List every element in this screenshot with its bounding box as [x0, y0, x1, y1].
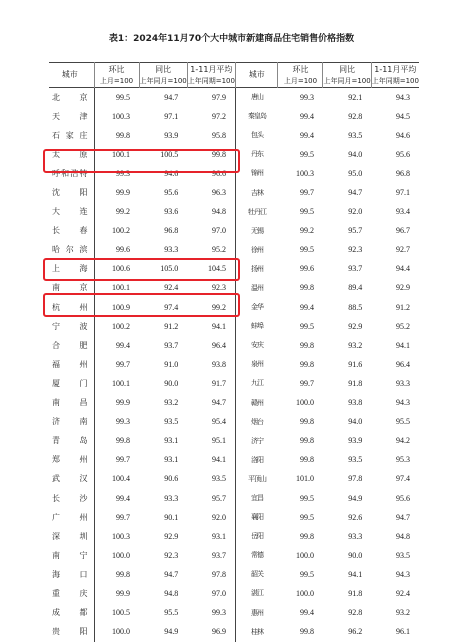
yoy-value-2: 97.8 — [348, 474, 363, 484]
city-name: 长春 — [52, 226, 88, 236]
avg-value: 94.1 — [211, 455, 226, 465]
yoy-value-2: 91.8 — [348, 378, 363, 388]
mom-value: 99.9 — [94, 394, 139, 413]
mom-value-2: 99.5 — [299, 493, 314, 503]
yoy-value: 90.1 — [164, 512, 179, 522]
table-title: 表1：2024年11月70个大中城市新建商品住宅销售价格指数 — [108, 34, 355, 44]
col-sub-yoy-2: 上年同月=100 — [323, 76, 371, 88]
yoy-value-2: 89.4 — [348, 283, 363, 293]
mom-value-2: 99.5 — [299, 321, 314, 331]
mom-value-2: 99.4 — [299, 111, 314, 121]
yoy-value: 93.9 — [164, 130, 179, 140]
city-name-2: 烟台 — [235, 413, 278, 432]
city-name: 合肥 — [52, 340, 88, 350]
mom-value-2: 99.8 — [299, 627, 314, 637]
yoy-value-2: 90.0 — [348, 550, 363, 560]
city-name-2: 桂林 — [235, 623, 278, 642]
yoy-value: 95.6 — [164, 188, 179, 198]
yoy-value-2: 92.8 — [348, 608, 363, 618]
yoy-value: 91.0 — [164, 359, 179, 369]
avg-value: 97.0 — [211, 226, 226, 236]
avg-value: 96.9 — [211, 627, 226, 637]
mom-value-2: 99.5 — [299, 245, 314, 255]
mom-value: 99.8 — [94, 565, 139, 584]
avg-value: 91.7 — [211, 378, 226, 388]
mom-value: 100.2 — [94, 317, 139, 336]
yoy-value-2: 95.7 — [348, 226, 363, 236]
city-name: 杭州 — [52, 302, 88, 312]
mom-value-2: 100.0 — [295, 398, 314, 408]
yoy-value: 93.3 — [164, 493, 179, 503]
yoy-value: 94.8 — [164, 588, 179, 598]
city-name-2: 襄阳 — [235, 508, 278, 527]
mom-value-2: 99.5 — [299, 569, 314, 579]
table-row — [49, 203, 419, 222]
mom-value: 100.1 — [94, 145, 139, 164]
table-row — [49, 88, 419, 108]
mom-value-2: 99.8 — [299, 417, 314, 427]
col-header-avg: 1-11月平均 — [187, 63, 235, 77]
avg-value: 95.7 — [211, 493, 226, 503]
table-row — [49, 126, 419, 145]
avg-value: 93.1 — [211, 531, 226, 541]
mom-value: 99.3 — [94, 413, 139, 432]
table-row — [49, 336, 419, 355]
yoy-value-2: 93.8 — [348, 398, 363, 408]
city-name-2: 蚌埠 — [235, 317, 278, 336]
mom-value-2: 99.6 — [299, 264, 314, 274]
yoy-value: 93.2 — [164, 398, 179, 408]
city-name: 哈尔滨 — [52, 245, 88, 255]
col-sub-mom: 上月=100 — [94, 76, 139, 88]
avg-value-2: 95.2 — [395, 321, 410, 331]
mom-value: 100.1 — [94, 374, 139, 393]
city-name-2: 平顶山 — [235, 470, 278, 489]
table-row — [49, 222, 419, 241]
city-name-2: 安庆 — [235, 336, 278, 355]
mom-value-2: 99.8 — [299, 359, 314, 369]
yoy-value-2: 91.8 — [348, 588, 363, 598]
yoy-value-2: 93.2 — [348, 340, 363, 350]
table-row — [49, 183, 419, 202]
mom-value-2: 99.8 — [299, 283, 314, 293]
yoy-value: 93.6 — [164, 207, 179, 217]
city-name: 重庆 — [52, 588, 88, 598]
mom-value: 99.7 — [94, 508, 139, 527]
avg-value: 95.4 — [211, 417, 226, 427]
yoy-value: 96.8 — [164, 226, 179, 236]
table-row — [49, 546, 419, 565]
yoy-value: 94.9 — [164, 627, 179, 637]
table-row — [49, 355, 419, 374]
yoy-value-2: 94.7 — [348, 188, 363, 198]
yoy-value-2: 96.2 — [348, 627, 363, 637]
mom-value: 100.1 — [94, 279, 139, 298]
mom-value-2: 99.3 — [299, 92, 314, 102]
city-name-2: 吉林 — [235, 183, 278, 202]
avg-value-2: 97.1 — [395, 188, 410, 198]
mom-value: 99.2 — [94, 203, 139, 222]
yoy-value-2: 92.3 — [348, 245, 363, 255]
mom-value-2: 99.8 — [299, 340, 314, 350]
col-sub-yoy: 上年同月=100 — [139, 76, 187, 88]
avg-value-2: 96.7 — [395, 226, 410, 236]
city-name: 沈阳 — [52, 188, 88, 198]
mom-value: 100.6 — [94, 260, 139, 279]
city-name-2: 惠州 — [235, 604, 278, 623]
avg-value-2: 94.5 — [395, 111, 410, 121]
mom-value-2: 99.8 — [299, 455, 314, 465]
avg-value: 93.7 — [211, 550, 226, 560]
table-row — [49, 623, 419, 642]
yoy-value-2: 93.5 — [348, 455, 363, 465]
avg-value-2: 95.6 — [395, 493, 410, 503]
yoy-value-2: 93.5 — [348, 130, 363, 140]
mom-value-2: 100.0 — [295, 588, 314, 598]
avg-value: 96.4 — [211, 340, 226, 350]
city-name-2: 徐州 — [235, 241, 278, 260]
avg-value-2: 94.6 — [395, 130, 410, 140]
col-header-mom-2: 环比 — [278, 63, 323, 77]
mom-value: 99.3 — [94, 164, 139, 183]
city-name: 济南 — [52, 417, 88, 427]
avg-value-2: 96.1 — [395, 627, 410, 637]
yoy-value-2: 93.3 — [348, 531, 363, 541]
mom-value: 99.4 — [94, 336, 139, 355]
city-name-2: 温州 — [235, 279, 278, 298]
city-name: 北京 — [52, 92, 88, 102]
city-name: 南京 — [52, 283, 88, 293]
avg-value-2: 96.8 — [395, 168, 410, 178]
avg-value-2: 94.3 — [395, 92, 410, 102]
mom-value: 100.9 — [94, 298, 139, 317]
yoy-value-2: 92.0 — [348, 207, 363, 217]
city-name-2: 唐山 — [235, 88, 278, 108]
yoy-value-2: 94.0 — [348, 149, 363, 159]
table-row — [49, 489, 419, 508]
city-name: 太原 — [52, 149, 88, 159]
city-name-2: 丹东 — [235, 145, 278, 164]
avg-value: 97.9 — [211, 92, 226, 102]
avg-value: 99.8 — [211, 149, 226, 159]
mom-value-2: 99.5 — [299, 512, 314, 522]
table-row — [49, 451, 419, 470]
city-name-2: 金华 — [235, 298, 278, 317]
table-row — [49, 470, 419, 489]
yoy-value: 92.3 — [164, 550, 179, 560]
mom-value-2: 99.4 — [299, 302, 314, 312]
mom-value: 99.8 — [94, 126, 139, 145]
mom-value: 99.9 — [94, 183, 139, 202]
city-name: 宁波 — [52, 321, 88, 331]
avg-value: 96.3 — [211, 188, 226, 198]
yoy-value-2: 92.8 — [348, 111, 363, 121]
yoy-value-2: 92.1 — [348, 92, 363, 102]
city-name: 上海 — [52, 264, 88, 274]
col-header-mom: 环比 — [94, 63, 139, 77]
yoy-value: 93.1 — [164, 436, 179, 446]
city-name: 南昌 — [52, 398, 88, 408]
city-name-2: 牡丹江 — [235, 203, 278, 222]
avg-value: 95.1 — [211, 436, 226, 446]
mom-value-2: 100.0 — [295, 550, 314, 560]
city-name: 武汉 — [52, 474, 88, 484]
city-name-2: 韶关 — [235, 565, 278, 584]
col-sub-mom-2: 上月=100 — [278, 76, 323, 88]
yoy-value-2: 91.6 — [348, 359, 363, 369]
highlight-box-taiyuan — [43, 149, 240, 173]
city-name-2: 泉州 — [235, 355, 278, 374]
table-row — [49, 584, 419, 603]
avg-value-2: 97.4 — [395, 474, 410, 484]
mom-value: 99.7 — [94, 355, 139, 374]
mom-value: 100.0 — [94, 623, 139, 642]
yoy-value: 100.5 — [160, 149, 179, 159]
city-name: 郑州 — [52, 455, 88, 465]
mom-value: 100.4 — [94, 470, 139, 489]
city-name: 厦门 — [52, 378, 88, 388]
table-row — [49, 394, 419, 413]
city-name-2: 秦皇岛 — [235, 107, 278, 126]
yoy-value: 93.7 — [164, 340, 179, 350]
avg-value-2: 95.3 — [395, 455, 410, 465]
avg-value-2: 94.3 — [395, 398, 410, 408]
city-name-2: 九江 — [235, 374, 278, 393]
avg-value-2: 91.2 — [395, 302, 410, 312]
yoy-value: 92.4 — [164, 283, 179, 293]
col-header-city: 城市 — [61, 70, 78, 79]
avg-value: 95.2 — [211, 245, 226, 255]
yoy-value: 93.5 — [164, 417, 179, 427]
mom-value-2: 99.7 — [299, 188, 314, 198]
yoy-value: 94.7 — [164, 92, 179, 102]
city-name: 呼和浩特 — [52, 168, 88, 178]
avg-value: 104.5 — [207, 264, 226, 274]
table-row — [49, 432, 419, 451]
city-name: 贵阳 — [52, 627, 88, 637]
col-header-yoy: 同比 — [139, 63, 187, 77]
city-name-2: 赣州 — [235, 394, 278, 413]
mom-value-2: 100.3 — [295, 168, 314, 178]
avg-value-2: 96.4 — [395, 359, 410, 369]
avg-value: 92.0 — [211, 512, 226, 522]
avg-value-2: 94.8 — [395, 531, 410, 541]
avg-value: 92.3 — [211, 283, 226, 293]
yoy-value: 90.0 — [164, 378, 179, 388]
mom-value: 99.8 — [94, 432, 139, 451]
avg-value: 94.8 — [211, 207, 226, 217]
table-row — [49, 107, 419, 126]
yoy-value: 105.0 — [160, 264, 179, 274]
yoy-value: 97.4 — [164, 302, 179, 312]
yoy-value: 93.3 — [164, 245, 179, 255]
mom-value: 100.3 — [94, 527, 139, 546]
city-name: 福州 — [52, 359, 88, 369]
city-name-2: 包头 — [235, 126, 278, 145]
city-name: 大连 — [52, 207, 88, 217]
mom-value: 99.4 — [94, 489, 139, 508]
mom-value-2: 99.2 — [299, 226, 314, 236]
avg-value: 93.8 — [211, 359, 226, 369]
mom-value: 100.2 — [94, 222, 139, 241]
avg-value-2: 94.1 — [395, 340, 410, 350]
mom-value: 99.9 — [94, 584, 139, 603]
mom-value-2: 99.5 — [299, 207, 314, 217]
yoy-value: 92.9 — [164, 531, 179, 541]
city-name: 成都 — [52, 608, 88, 618]
avg-value-2: 93.4 — [395, 207, 410, 217]
avg-value: 97.2 — [211, 111, 226, 121]
city-name-2: 常德 — [235, 546, 278, 565]
avg-value: 94.1 — [211, 321, 226, 331]
avg-value-2: 94.4 — [395, 264, 410, 274]
table-row — [49, 508, 419, 527]
avg-value: 93.5 — [211, 474, 226, 484]
yoy-value-2: 95.0 — [348, 168, 363, 178]
mom-value-2: 99.8 — [299, 531, 314, 541]
avg-value-2: 93.3 — [395, 378, 410, 388]
yoy-value: 91.2 — [164, 321, 179, 331]
city-name: 天津 — [52, 111, 88, 121]
col-header-yoy-2: 同比 — [323, 63, 371, 77]
yoy-value: 90.6 — [164, 474, 179, 484]
yoy-value: 94.6 — [164, 168, 179, 178]
col-sub-avg-2: 上年同期=100 — [371, 76, 419, 88]
city-name: 长沙 — [52, 493, 88, 503]
city-name-2: 无锡 — [235, 222, 278, 241]
yoy-value-2: 93.9 — [348, 436, 363, 446]
city-name-2: 宜昌 — [235, 489, 278, 508]
table-row — [49, 241, 419, 260]
mom-value: 99.5 — [94, 88, 139, 108]
city-name-2: 湛江 — [235, 584, 278, 603]
highlight-box-hangzhou — [43, 293, 240, 317]
avg-value-2: 95.6 — [395, 149, 410, 159]
avg-value-2: 92.4 — [395, 588, 410, 598]
mom-value: 100.3 — [94, 107, 139, 126]
avg-value: 95.8 — [211, 130, 226, 140]
mom-value: 100.0 — [94, 546, 139, 565]
avg-value: 97.8 — [211, 569, 226, 579]
city-name-2: 扬州 — [235, 260, 278, 279]
table-row — [49, 374, 419, 393]
avg-value-2: 94.7 — [395, 512, 410, 522]
city-name-2: 洛阳 — [235, 451, 278, 470]
col-header-city-2: 城市 — [235, 63, 278, 88]
yoy-value-2: 94.9 — [348, 493, 363, 503]
city-name-2: 济宁 — [235, 432, 278, 451]
avg-value: 99.2 — [211, 302, 226, 312]
yoy-value-2: 92.9 — [348, 321, 363, 331]
mom-value-2: 99.4 — [299, 130, 314, 140]
mom-value-2: 99.5 — [299, 149, 314, 159]
city-name: 石家庄 — [52, 130, 88, 140]
avg-value: 97.0 — [211, 588, 226, 598]
avg-value-2: 94.2 — [395, 436, 410, 446]
table-row — [49, 413, 419, 432]
col-sub-avg: 上年同期=100 — [187, 76, 235, 88]
city-name: 青岛 — [52, 436, 88, 446]
yoy-value: 93.1 — [164, 455, 179, 465]
avg-value-2: 93.5 — [395, 550, 410, 560]
table-row — [49, 527, 419, 546]
city-name: 广州 — [52, 512, 88, 522]
mom-value-2: 101.0 — [295, 474, 314, 484]
mom-value: 99.7 — [94, 451, 139, 470]
city-name-2: 锦州 — [235, 164, 278, 183]
yoy-value-2: 93.7 — [348, 264, 363, 274]
city-name: 海口 — [52, 569, 88, 579]
highlight-box-shanghai — [43, 258, 240, 281]
yoy-value-2: 94.1 — [348, 569, 363, 579]
table-row — [49, 317, 419, 336]
yoy-value-2: 88.5 — [348, 302, 363, 312]
yoy-value-2: 94.0 — [348, 417, 363, 427]
city-name: 南宁 — [52, 550, 88, 560]
mom-value: 99.6 — [94, 241, 139, 260]
mom-value-2: 99.7 — [299, 378, 314, 388]
mom-value-2: 99.4 — [299, 608, 314, 618]
avg-value-2: 95.5 — [395, 417, 410, 427]
avg-value-2: 92.7 — [395, 245, 410, 255]
table-row — [49, 565, 419, 584]
avg-value: 96.6 — [211, 168, 226, 178]
avg-value: 99.3 — [211, 608, 226, 618]
col-header-avg-2: 1-11月平均 — [371, 63, 419, 77]
yoy-value: 97.1 — [164, 111, 179, 121]
yoy-value: 95.5 — [164, 608, 179, 618]
table-row — [49, 604, 419, 623]
city-name-2: 岳阳 — [235, 527, 278, 546]
mom-value-2: 99.8 — [299, 436, 314, 446]
mom-value: 100.5 — [94, 604, 139, 623]
avg-value-2: 94.3 — [395, 569, 410, 579]
yoy-value-2: 92.6 — [348, 512, 363, 522]
avg-value-2: 93.2 — [395, 608, 410, 618]
yoy-value: 94.7 — [164, 569, 179, 579]
city-name: 深圳 — [52, 531, 88, 541]
avg-value-2: 92.9 — [395, 283, 410, 293]
avg-value: 94.7 — [211, 398, 226, 408]
